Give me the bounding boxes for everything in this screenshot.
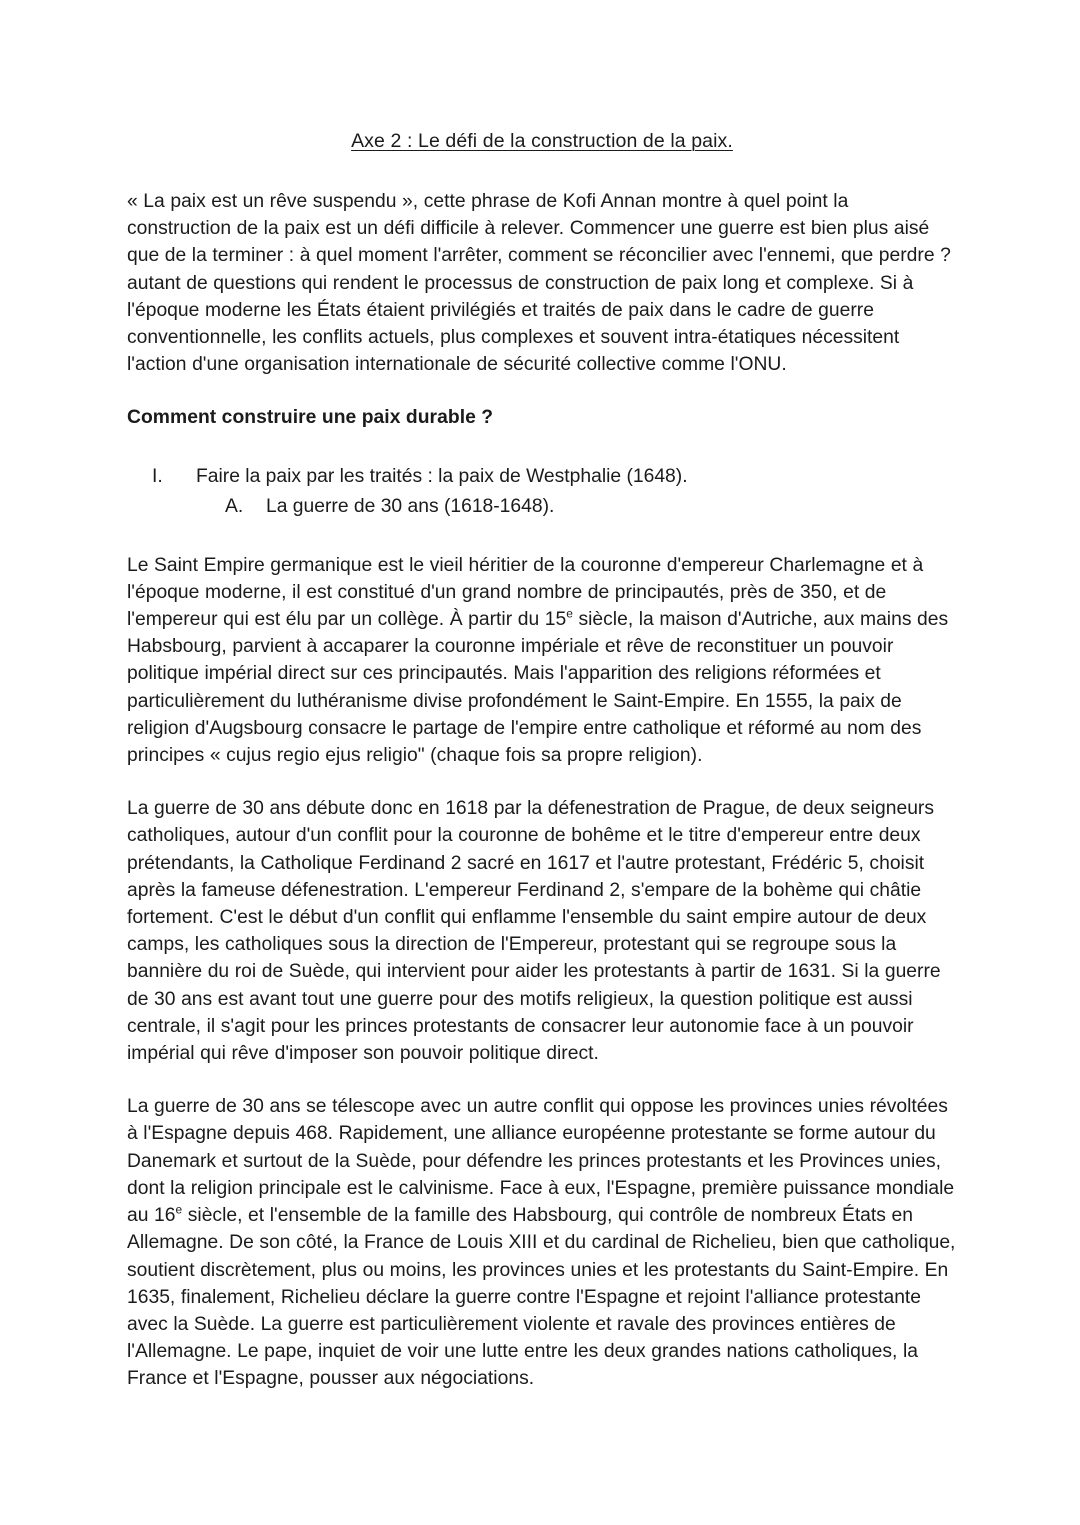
page-title-text: Axe 2 : Le défi de la construction de la paix. (351, 130, 733, 152)
intro-paragraph: « La paix est un rêve suspendu », cette phrase de Kofi Annan montre à quel point la construction de la paix est un défi difficile à relever. Commencer une guerre est bien plus aisé que de la terminer : à quel moment l'arrêter, comment se réconcilier avec l'ennemi, que perdre ? autant de questions qui rendent le processus de construction de paix long et complexe. Si à l'époque moderne les États étaient privilégiés et traités de paix dans le cadre de guerre conventionnelle, les conflits actuels, plus complexes et souvent intra-étatiques nécessitent l'action d'une organisation internationale de sécurité collective comme l'ONU. (127, 191, 951, 376)
page-title (127, 128, 957, 154)
problematique-heading: Comment construire une paix durable ? (127, 407, 494, 429)
ordinal-superscript: e (566, 606, 573, 621)
paragraph-saint-empire (127, 552, 957, 770)
paragraph-text-part1: Le Saint Empire germanique est le vieil héritier de la couronne d'empereur Charlemagne et à l'époque moderne, il est constitué d'un grand nombre de principautés, près de 350, et de l'empereur qui est élu par un collège. À partir du 15 (127, 554, 924, 631)
outline-marker: I. (152, 465, 163, 487)
outline-item-roman-i (127, 462, 957, 492)
ordinal-superscript: e (175, 1202, 183, 1217)
paragraph-guerre-30-ans-debut: La guerre de 30 ans débute donc en 1618 par la défenestration de Prague, de deux seigneurs catholiques, autour d'un conflit pour la couronne de bohême et le titre d'empereur entre deux prétendants, la Catholique Ferdinand 2 sacré en 1617 et l'autre protestant, Frédéric 5, choisit après la fameuse défenestration. L'empereur Ferdinand 2, s'empare de la bohème qui châtie fortement. C'est le début d'un conflit qui enflamme l'ensemble du saint empire autour de deux camps, les catholiques sous la direction de l'Empereur, protestant qui se regroupe sous la bannière du roi de Suède, qui intervient pour aider les protestants à partir de 1631. Si la guerre de 30 ans est avant tout une guerre pour des motifs religieux, la question politique est aussi centrale, il s'agit pour les princes protestants de consacrer leur autonomie face à un pouvoir impérial qui rêve d'imposer son pouvoir politique direct. (127, 798, 941, 1065)
outline-label: Faire la paix par les traités : la paix de Westphalie (1648). (196, 465, 688, 487)
outline-list (127, 462, 957, 522)
outline-item-letter-a (127, 492, 957, 522)
paragraph-telescopage-conflits (127, 1093, 957, 1392)
paragraph-text-part2: siècle, la maison d'Autriche, aux mains des Habsbourg, parvient à accaparer la couronne impériale et rêve de reconstituer un pouvoir politique impérial direct sur ces principautés. Mais l'apparition des religions réformées et particulièrement du luthéranisme divise profondément le Saint-Empire. En 1555, la paix de religion d'Augsbourg consacre le partage de l'empire entre catholique et réformé au nom des principes « cujus regio ejus religio" (chaque fois sa propre religion). (127, 609, 949, 767)
outline-marker: A. (225, 495, 244, 517)
outline-label: La guerre de 30 ans (1618-1648). (266, 495, 555, 517)
paragraph-text-part1: La guerre de 30 ans se télescope avec un autre conflit qui oppose les provinces unies révoltées à l'Espagne depuis 468. Rapidement, une alliance européenne protestante se forme autour du Danemark et surtout de la Suède, pour défendre les princes protestants et les Provinces unies, dont la religion principale est le calvinisme. Face à eux, l'Espagne, première puissance mondiale au 16 (127, 1096, 955, 1227)
document-content (127, 128, 957, 1393)
paragraph-text-part2: siècle, et l'ensemble de la famille des Habsbourg, qui contrôle de nombreux États en Allemagne. De son côté, la France de Louis XIII et du cardinal de Richelieu, bien que catholique, soutient discrètement, plus ou moins, les provinces unies et les protestants du Saint-Empire. En 1635, finalement, Richelieu déclare la guerre contre l'Espagne et rejoint l'alliance protestante avec la Suède. La guerre est particulièrement violente et ravale des provinces entières de l'Allemagne. Le pape, inquiet de voir une lutte entre les deux grandes nations catholiques, la France et l'Espagne, pousser aux négociations. (127, 1205, 956, 1390)
